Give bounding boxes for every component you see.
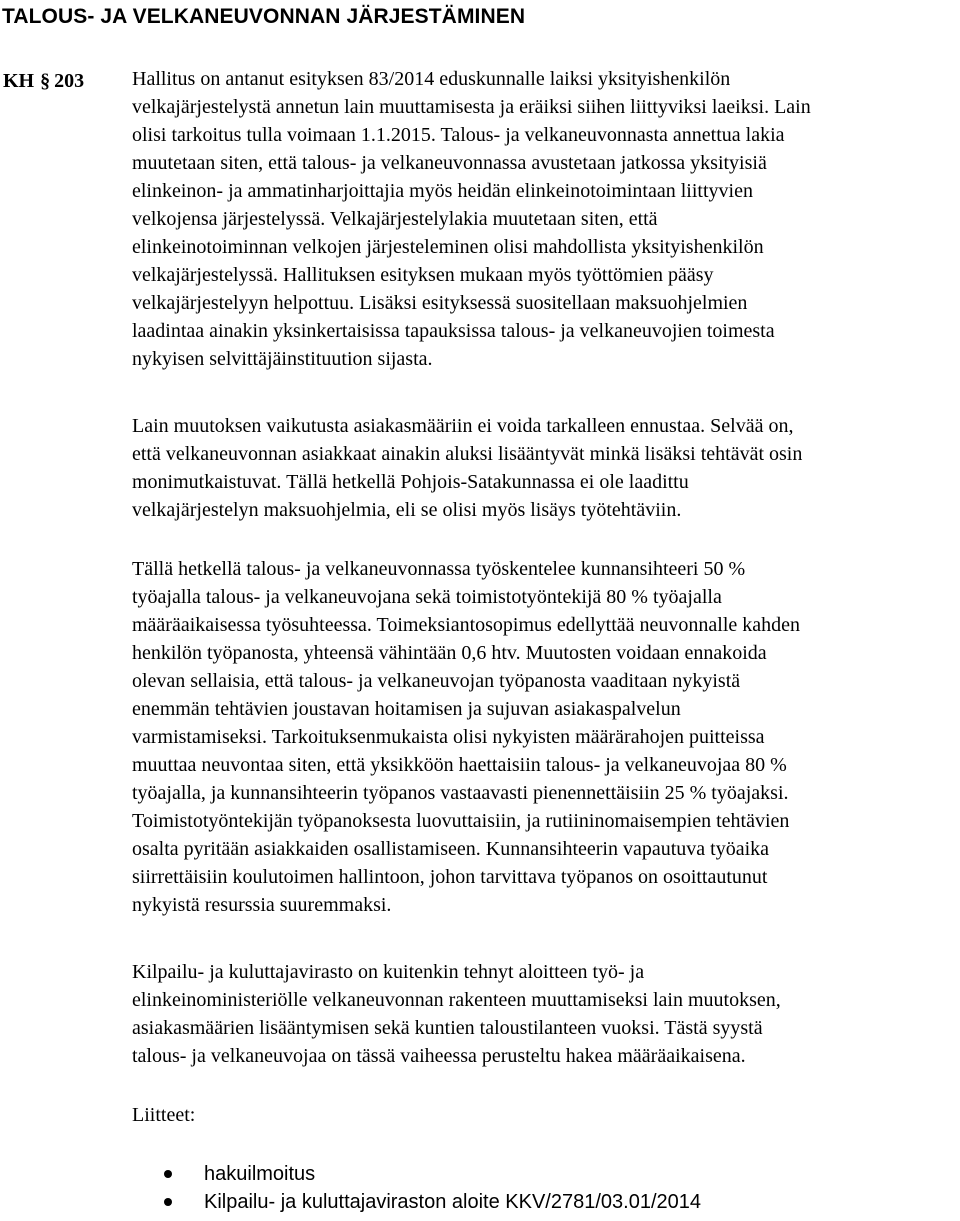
- text-line: Lain muutoksen vaikutusta asiakasmääriin ei voida tarkalleen ennustaa. Selvää on,: [132, 415, 794, 437]
- text-line: velkajärjestelyssä. Hallituksen esityksen mukaan myös työttömien pääsy: [132, 264, 714, 286]
- text-line: elinkeinon- ja ammatinharjoittajia myös heidän elinkeinotoimintaan liittyvien: [132, 180, 753, 202]
- text-line: nykyisen selvittäjäinstituution sijasta.: [132, 348, 433, 370]
- text-line: Tällä hetkellä talous- ja velkaneuvonnassa työskentelee kunnansihteeri 50 %: [132, 558, 746, 580]
- bullet-icon: [164, 1198, 172, 1206]
- text-line: olevan sellaisia, että talous- ja velkaneuvojan työpanosta vaaditaan nykyistä: [132, 670, 741, 692]
- text-line: velkajärjestelyn maksuohjelmia, eli se olisi myös lisäys työtehtäviin.: [132, 499, 682, 521]
- paragraph-2: [132, 412, 960, 524]
- section-number: 203: [54, 70, 85, 92]
- text-line: määräaikaisessa työsuhteessa. Toimeksiantosopimus edellyttää neuvonnalle kahden: [132, 614, 801, 636]
- text-line: asiakasmäärien lisääntymisen sekä kuntien taloustilanteen vuoksi. Tästä syystä: [132, 1017, 763, 1039]
- section-label: [3, 67, 84, 95]
- text-line: työajalla talous- ja velkaneuvojana sekä toimistotyöntekijä 80 % työajalla: [132, 586, 722, 608]
- text-line: elinkeinotoiminnan velkojen järjesteleminen olisi mahdollista yksityishenkilön: [132, 236, 764, 258]
- text-line: muuttaa neuvontaa siten, että yksikköön haettaisiin talous- ja velkaneuvojaa 80 %: [132, 754, 787, 776]
- bullet-icon: [164, 1170, 172, 1178]
- attachments-label: Liitteet:: [132, 1104, 196, 1126]
- attachment-item-label: hakuilmoitus: [204, 1163, 316, 1185]
- text-line: että velkaneuvonnan asiakkaat ainakin aluksi lisääntyvät minkä lisäksi tehtävät osin: [132, 443, 803, 465]
- text-line: monimutkaistuvat. Tällä hetkellä Pohjois-Satakunnassa ei ole laadittu: [132, 471, 689, 493]
- paragraph-4: [132, 958, 960, 1070]
- attachment-item-label: Kilpailu- ja kuluttajaviraston aloite KKV/2781/03.01/2014: [204, 1191, 701, 1213]
- text-line: talous- ja velkaneuvojaa on tässä vaiheessa perusteltu hakea määräaikaisena.: [132, 1045, 746, 1067]
- text-line: olisi tarkoitus tulla voimaan 1.1.2015. Talous- ja velkaneuvonnasta annettua lakia: [132, 124, 785, 146]
- attachment-list: [132, 1160, 701, 1216]
- paragraph-1: [132, 65, 960, 373]
- text-line: velkajärjestelystä annetun lain muuttamisesta ja eräiksi siihen liittyviksi laeiksi. Lain: [132, 96, 811, 118]
- paragraph-3: [132, 555, 960, 919]
- text-line: muutetaan siten, että talous- ja velkaneuvonnassa avustetaan jatkossa yksityisiä: [132, 152, 767, 174]
- section-symbol: §: [40, 70, 51, 92]
- text-line: velkojensa järjestelyssä. Velkajärjestelylakia muutetaan siten, että: [132, 208, 658, 230]
- text-line: elinkeinoministeriölle velkaneuvonnan rakenteen muuttamiseksi lain muutoksen,: [132, 989, 781, 1011]
- text-line: Kilpailu- ja kuluttajavirasto on kuitenkin tehnyt aloitteen työ- ja: [132, 961, 645, 983]
- text-line: varmistamiseksi. Tarkoituksenmukaista olisi nykyisten määrärahojen puitteissa: [132, 726, 765, 748]
- text-line: Toimistotyöntekijän työpanoksesta luovuttaisiin, ja rutiininomaisempien tehtävien: [132, 810, 790, 832]
- text-line: työajalla, ja kunnansihteerin työpanos vastaavasti pienennettäisiin 25 % työajaksi.: [132, 782, 789, 804]
- text-line: osalta pyritään asiakkaiden osallistamiseen. Kunnansihteerin vapautuva työaika: [132, 838, 770, 860]
- attachment-item: [132, 1160, 701, 1188]
- section-prefix: KH: [3, 70, 35, 92]
- text-line: velkajärjestelyyn helpottuu. Lisäksi esityksessä suositellaan maksuohjelmien: [132, 292, 748, 314]
- text-line: siirrettäisiin koulutoimen hallintoon, johon tarvittava työpanos on osoittautunut: [132, 866, 768, 888]
- page-title: TALOUS- JA VELKANEUVONNAN JÄRJESTÄMINEN: [2, 5, 526, 28]
- text-line: laadintaa ainakin yksinkertaisissa tapauksissa talous- ja velkaneuvojien toimesta: [132, 320, 775, 342]
- text-line: nykyistä resurssia suuremmaksi.: [132, 894, 392, 916]
- attachment-item: [132, 1188, 701, 1216]
- text-line: enemmän tehtävien joustavan hoitamisen ja sujuvan asiakaspalvelun: [132, 698, 681, 720]
- text-line: henkilön työpanosta, yhteensä vähintään 0,6 htv. Muutosten voidaan ennakoida: [132, 642, 767, 664]
- text-line: Hallitus on antanut esityksen 83/2014 eduskunnalle laiksi yksityishenkilön: [132, 68, 731, 90]
